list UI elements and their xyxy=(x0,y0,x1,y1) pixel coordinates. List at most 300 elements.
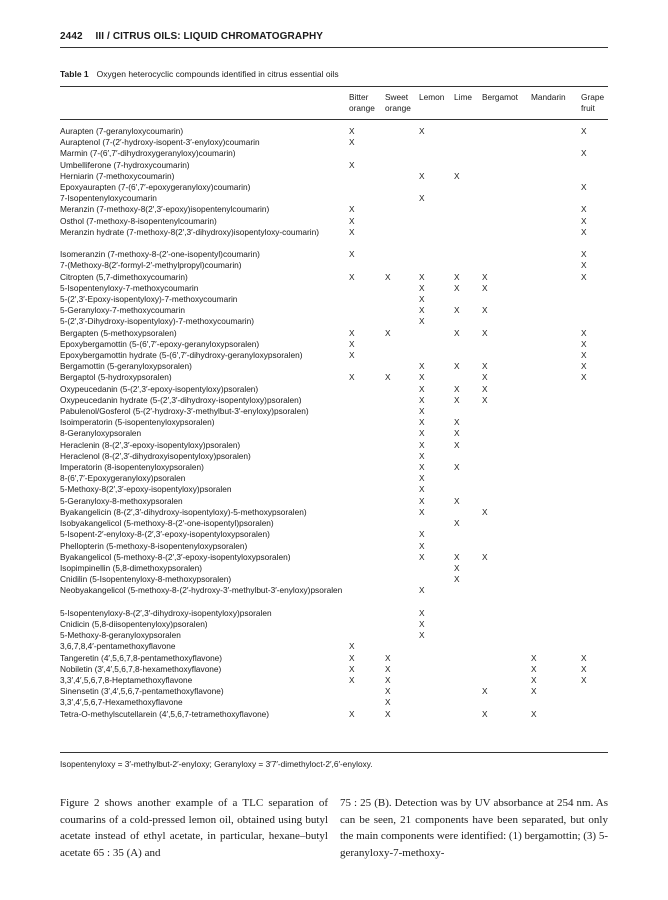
occurrence-mark xyxy=(531,227,581,249)
occurrence-mark xyxy=(419,227,454,249)
occurrence-mark xyxy=(482,171,531,182)
compound-name: Meranzin hydrate (7-methoxy-8(2′,3′-dihydroxy)isopentyloxy-coumarin) xyxy=(60,226,320,237)
occurrence-mark: X xyxy=(581,204,587,215)
occurrence-mark: X xyxy=(454,282,460,293)
occurrence-mark: X xyxy=(482,506,488,517)
occurrence-mark xyxy=(349,630,385,641)
occurrence-mark xyxy=(482,585,531,607)
occurrence-mark: X xyxy=(419,406,425,417)
compound-name: Osthol (7-methoxy-8-isopentenylcoumarin) xyxy=(60,215,217,226)
occurrence-mark xyxy=(581,585,611,607)
table-row xyxy=(60,641,611,652)
occurrence-mark xyxy=(482,216,531,227)
occurrence-mark: X xyxy=(419,540,425,551)
occurrence-mark: X xyxy=(419,529,425,540)
occurrence-mark xyxy=(531,451,581,462)
occurrence-mark: X xyxy=(419,495,425,506)
occurrence-mark xyxy=(482,518,531,529)
occurrence-mark: X xyxy=(454,305,460,316)
occurrence-mark xyxy=(581,574,611,585)
occurrence-mark xyxy=(531,328,581,339)
occurrence-mark xyxy=(454,137,482,148)
occurrence-mark: X xyxy=(581,350,587,361)
occurrence-mark xyxy=(454,148,482,159)
occurrence-mark xyxy=(531,272,581,283)
occurrence-mark xyxy=(482,193,531,204)
occurrence-mark xyxy=(482,148,531,159)
occurrence-mark xyxy=(482,406,531,417)
occurrence-mark xyxy=(419,182,454,193)
occurrence-mark xyxy=(419,697,454,708)
occurrence-mark: X xyxy=(581,126,587,136)
compound-name: Cnidilin (5-Isopentenyloxy-8-methoxypsoralen) xyxy=(60,574,232,585)
table-row xyxy=(60,541,611,552)
occurrence-mark xyxy=(531,148,581,159)
occurrence-mark xyxy=(581,552,611,563)
occurrence-mark xyxy=(385,260,419,271)
occurrence-mark: X xyxy=(454,327,460,338)
occurrence-mark xyxy=(385,630,419,641)
occurrence-mark: X xyxy=(349,663,355,674)
occurrence-mark xyxy=(454,294,482,305)
occurrence-mark: X xyxy=(419,439,425,450)
occurrence-mark xyxy=(385,294,419,305)
occurrence-mark xyxy=(531,395,581,406)
occurrence-mark: X xyxy=(581,148,587,159)
table-row xyxy=(60,305,611,316)
occurrence-mark xyxy=(385,361,419,372)
occurrence-mark xyxy=(385,529,419,540)
occurrence-mark: X xyxy=(385,652,391,663)
table-bottom-rule xyxy=(60,752,608,753)
occurrence-mark xyxy=(419,563,454,574)
occurrence-mark xyxy=(581,305,611,316)
occurrence-mark xyxy=(454,619,482,630)
occurrence-mark xyxy=(385,227,419,249)
occurrence-mark xyxy=(482,350,531,361)
compound-name: 5-Methoxy-8-geranyloxypsoralen xyxy=(60,630,181,641)
occurrence-mark xyxy=(349,384,385,395)
occurrence-mark: X xyxy=(419,394,425,405)
occurrence-mark: X xyxy=(419,294,425,305)
occurrence-mark: X xyxy=(349,674,355,685)
column-header xyxy=(581,92,604,114)
occurrence-mark xyxy=(531,260,581,271)
occurrence-mark xyxy=(531,294,581,305)
occurrence-mark: X xyxy=(531,652,537,663)
occurrence-mark xyxy=(531,428,581,439)
occurrence-mark: X xyxy=(419,305,425,316)
column-header-line1: Bitter xyxy=(349,92,369,102)
occurrence-mark: X xyxy=(581,226,587,237)
compound-name: Epoxyaurapten (7-(6′,7′-epoxygeranyloxy)coumarin) xyxy=(60,182,251,193)
occurrence-mark xyxy=(482,227,531,249)
occurrence-mark xyxy=(349,451,385,462)
occurrence-mark: X xyxy=(419,316,425,327)
occurrence-mark xyxy=(454,630,482,641)
occurrence-mark: X xyxy=(581,215,587,226)
table-row xyxy=(60,462,611,473)
occurrence-mark xyxy=(482,563,531,574)
occurrence-mark xyxy=(482,417,531,428)
compound-name: 5-(2′,3′-Dihydroxy-isopentyloxy)-7-methoxycoumarin) xyxy=(60,316,255,327)
occurrence-mark xyxy=(482,664,531,675)
compound-name: Heraclenol (8-(2′,3′-dihydroxyisopentyloxy)psoralen) xyxy=(60,450,251,461)
occurrence-mark: X xyxy=(419,428,425,439)
occurrence-mark xyxy=(349,541,385,552)
occurrence-mark: X xyxy=(581,249,587,260)
compound-name: Epoxybergamottin (5-(6′,7′-epoxy-geranyloxypsoralen) xyxy=(60,338,260,349)
occurrence-mark xyxy=(419,216,454,227)
compound-name: Isobyakangelicol (5-methoxy-8-(2′-one-isopentyl)psoralen) xyxy=(60,518,274,529)
occurrence-mark xyxy=(349,182,385,193)
occurrence-mark xyxy=(482,462,531,473)
occurrence-mark xyxy=(454,372,482,383)
occurrence-mark xyxy=(531,630,581,641)
occurrence-mark xyxy=(482,630,531,641)
occurrence-mark xyxy=(349,361,385,372)
occurrence-mark xyxy=(454,541,482,552)
compound-name: Herniarin (7-methoxycoumarin) xyxy=(60,170,175,181)
table-row xyxy=(60,686,611,697)
occurrence-mark xyxy=(349,686,385,697)
occurrence-mark: X xyxy=(531,674,537,685)
occurrence-mark: X xyxy=(482,282,488,293)
occurrence-mark xyxy=(349,608,385,619)
occurrence-mark xyxy=(419,204,454,215)
table-row xyxy=(60,160,611,171)
occurrence-mark: X xyxy=(349,126,355,136)
occurrence-mark xyxy=(419,653,454,664)
table-row xyxy=(60,529,611,540)
occurrence-mark xyxy=(531,608,581,619)
occurrence-mark xyxy=(454,653,482,664)
occurrence-mark xyxy=(454,339,482,350)
occurrence-mark xyxy=(454,507,482,518)
occurrence-mark xyxy=(581,608,611,619)
body-text-left-column xyxy=(60,795,328,861)
occurrence-mark xyxy=(349,440,385,451)
occurrence-mark: X xyxy=(349,215,355,226)
table-row xyxy=(60,473,611,484)
occurrence-mark xyxy=(581,384,611,395)
compound-name: 8-Geranyloxypsoralen xyxy=(60,428,142,439)
occurrence-mark xyxy=(385,462,419,473)
occurrence-mark xyxy=(581,406,611,417)
occurrence-mark: X xyxy=(419,271,425,282)
occurrence-mark xyxy=(419,350,454,361)
occurrence-mark xyxy=(349,697,385,708)
occurrence-mark xyxy=(482,619,531,630)
occurrence-mark xyxy=(531,361,581,372)
compound-name: Epoxybergamottin hydrate (5-(6′,7′-dihydroxy-geranyloxypsoralen) xyxy=(60,350,303,361)
occurrence-mark xyxy=(349,193,385,204)
occurrence-mark: X xyxy=(482,305,488,316)
header-rule xyxy=(60,47,608,48)
occurrence-mark: X xyxy=(454,462,460,473)
table-row xyxy=(60,709,611,720)
table-row xyxy=(60,484,611,495)
occurrence-mark xyxy=(531,507,581,518)
occurrence-mark xyxy=(531,339,581,350)
compound-table xyxy=(60,126,611,720)
occurrence-mark xyxy=(385,473,419,484)
occurrence-mark xyxy=(581,563,611,574)
occurrence-mark xyxy=(454,709,482,720)
occurrence-mark xyxy=(349,484,385,495)
occurrence-mark xyxy=(482,126,531,137)
occurrence-mark xyxy=(349,148,385,159)
table-row xyxy=(60,148,611,159)
occurrence-mark xyxy=(454,316,482,327)
table-row xyxy=(60,350,611,361)
table-row xyxy=(60,675,611,686)
occurrence-mark: X xyxy=(581,327,587,338)
occurrence-mark xyxy=(349,552,385,563)
occurrence-mark xyxy=(454,664,482,675)
occurrence-mark xyxy=(581,529,611,540)
occurrence-mark xyxy=(349,529,385,540)
table-row xyxy=(60,171,611,182)
occurrence-mark xyxy=(419,664,454,675)
occurrence-mark: X xyxy=(419,383,425,394)
occurrence-mark xyxy=(454,216,482,227)
occurrence-mark: X xyxy=(419,607,425,618)
occurrence-mark: X xyxy=(454,170,460,181)
occurrence-mark: X xyxy=(482,271,488,282)
occurrence-mark: X xyxy=(581,338,587,349)
occurrence-mark xyxy=(454,126,482,137)
occurrence-mark xyxy=(531,182,581,193)
occurrence-mark xyxy=(349,283,385,294)
occurrence-mark xyxy=(531,126,581,137)
table-footnote: Isopentenyloxy = 3′-methylbut-2′-enyloxy; Geranyloxy = 3′7′-dimethyloct-2′,6′-enyloxy. xyxy=(60,759,373,769)
compound-name: Bergapten (5-methoxypsoralen) xyxy=(60,327,177,338)
occurrence-mark xyxy=(454,484,482,495)
occurrence-mark xyxy=(531,283,581,294)
table-row xyxy=(60,216,611,227)
table-row xyxy=(60,440,611,451)
table-row xyxy=(60,653,611,664)
occurrence-mark xyxy=(349,473,385,484)
occurrence-mark xyxy=(531,541,581,552)
occurrence-mark xyxy=(581,686,611,697)
occurrence-mark xyxy=(482,249,531,260)
occurrence-mark xyxy=(531,384,581,395)
occurrence-mark: X xyxy=(349,708,355,719)
compound-name: 7-Isopentenyloxycoumarin xyxy=(60,193,157,204)
occurrence-mark xyxy=(385,137,419,148)
table-title: Oxygen heterocyclic compounds identified in citrus essential oils xyxy=(96,69,339,79)
occurrence-mark xyxy=(581,496,611,507)
compound-name: Oxypeucedanin hydrate (5-(2′,3′-dihydroxy-isopentyloxy)psoralen) xyxy=(60,394,302,405)
occurrence-mark xyxy=(349,316,385,327)
occurrence-mark xyxy=(419,260,454,271)
occurrence-mark xyxy=(581,294,611,305)
occurrence-mark: X xyxy=(349,249,355,260)
compound-name: 5-(2′,3′-Epoxy-isopentyloxy)-7-methoxycoumarin xyxy=(60,294,238,305)
occurrence-mark xyxy=(349,496,385,507)
occurrence-mark: X xyxy=(454,361,460,372)
compound-name: 5-Isopent-2′-enyloxy-8-(2′,3′-epoxy-isopentyloxypsoralen) xyxy=(60,529,270,540)
occurrence-mark xyxy=(349,305,385,316)
occurrence-mark xyxy=(349,260,385,271)
occurrence-mark xyxy=(531,193,581,204)
table-row xyxy=(60,193,611,204)
occurrence-mark: X xyxy=(419,170,425,181)
occurrence-mark xyxy=(581,160,611,171)
page-number: 2442 xyxy=(60,31,83,42)
occurrence-mark xyxy=(531,697,581,708)
occurrence-mark xyxy=(349,462,385,473)
compound-name: Oxypeucedanin (5-(2′,3′-epoxy-isopentyloxy)psoralen) xyxy=(60,383,259,394)
occurrence-mark xyxy=(531,619,581,630)
occurrence-mark: X xyxy=(454,394,460,405)
occurrence-mark xyxy=(419,709,454,720)
occurrence-mark xyxy=(385,417,419,428)
occurrence-mark xyxy=(385,126,419,137)
compound-name: Tangeretin (4′,5,6,7,8-pentamethoxyflavone) xyxy=(60,652,223,663)
occurrence-mark xyxy=(385,428,419,439)
occurrence-mark xyxy=(531,171,581,182)
occurrence-mark xyxy=(482,608,531,619)
table-row xyxy=(60,361,611,372)
occurrence-mark xyxy=(385,451,419,462)
occurrence-mark xyxy=(454,350,482,361)
table-row xyxy=(60,395,611,406)
compound-name: 7-(Methoxy-8(2′-formyl-2′-methylpropyl)coumarin) xyxy=(60,260,242,271)
occurrence-mark xyxy=(419,160,454,171)
compound-name: 3,3′,4′,5,6,7,8-Heptamethoxyflavone xyxy=(60,674,193,685)
compound-name: Isomeranzin (7-methoxy-8-(2′-one-isopentyl)coumarin) xyxy=(60,249,260,260)
table-row xyxy=(60,406,611,417)
occurrence-mark xyxy=(385,283,419,294)
occurrence-mark xyxy=(385,160,419,171)
compound-name: Marmin (7-(6′,7′-dihydroxygeranyloxy)coumarin) xyxy=(60,148,236,159)
occurrence-mark: X xyxy=(419,506,425,517)
occurrence-mark xyxy=(349,171,385,182)
occurrence-mark xyxy=(385,316,419,327)
occurrence-mark xyxy=(349,619,385,630)
table-row xyxy=(60,552,611,563)
compound-name: Sinensetin (3′,4′,5,6,7-pentamethoxyflavone) xyxy=(60,686,224,697)
occurrence-mark xyxy=(349,294,385,305)
occurrence-mark xyxy=(349,507,385,518)
occurrence-mark xyxy=(349,585,385,607)
occurrence-mark: X xyxy=(581,674,587,685)
occurrence-mark: X xyxy=(581,260,587,271)
occurrence-mark xyxy=(419,686,454,697)
compound-name: Neobyakangelicol (5-methoxy-8-(2′-hydroxy-3′-methylbut-3′-enyloxy)psoralen xyxy=(60,585,343,596)
occurrence-mark: X xyxy=(482,708,488,719)
occurrence-mark xyxy=(581,171,611,182)
occurrence-mark xyxy=(482,451,531,462)
occurrence-mark xyxy=(581,440,611,451)
table-row xyxy=(60,249,611,260)
occurrence-mark: X xyxy=(349,327,355,338)
occurrence-mark xyxy=(581,641,611,652)
table-row xyxy=(60,417,611,428)
occurrence-mark: X xyxy=(419,462,425,473)
occurrence-mark xyxy=(349,428,385,439)
occurrence-mark xyxy=(454,641,482,652)
occurrence-mark xyxy=(349,563,385,574)
column-header-line1: Lime xyxy=(454,92,472,102)
occurrence-mark: X xyxy=(581,652,587,663)
occurrence-mark xyxy=(385,171,419,182)
occurrence-mark xyxy=(454,160,482,171)
occurrence-mark xyxy=(385,507,419,518)
occurrence-mark xyxy=(454,697,482,708)
compound-name: Byakangelicin (8-(2′,3′-dihydroxy-isopentyloxy)-5-methoxypsoralen) xyxy=(60,506,307,517)
occurrence-mark xyxy=(482,294,531,305)
occurrence-mark: X xyxy=(482,383,488,394)
table-row xyxy=(60,384,611,395)
occurrence-mark xyxy=(385,608,419,619)
occurrence-mark xyxy=(531,372,581,383)
occurrence-mark: X xyxy=(419,417,425,428)
occurrence-mark xyxy=(385,563,419,574)
occurrence-mark xyxy=(482,137,531,148)
occurrence-mark xyxy=(482,440,531,451)
occurrence-mark xyxy=(482,529,531,540)
occurrence-mark xyxy=(454,608,482,619)
compound-name: 5-Isopentenyloxy-8-(2′,3′-dihydroxy-isopentyloxy)psoralen xyxy=(60,607,272,618)
occurrence-mark xyxy=(419,339,454,350)
occurrence-mark: X xyxy=(419,193,425,204)
occurrence-mark: X xyxy=(385,697,391,708)
table-header-rule xyxy=(60,119,608,120)
occurrence-mark xyxy=(419,641,454,652)
occurrence-mark xyxy=(581,630,611,641)
column-header-line2: fruit xyxy=(581,103,595,113)
table-row xyxy=(60,574,611,585)
occurrence-mark xyxy=(385,518,419,529)
occurrence-mark xyxy=(349,574,385,585)
table-row xyxy=(60,608,611,619)
occurrence-mark xyxy=(531,462,581,473)
occurrence-mark xyxy=(482,641,531,652)
occurrence-mark xyxy=(482,541,531,552)
table-row xyxy=(60,260,611,271)
column-header-line1: Sweet xyxy=(385,92,409,102)
compound-name: Heraclenin (8-(2′,3′-epoxy-isopentyloxy)psoralen) xyxy=(60,439,241,450)
table-row xyxy=(60,204,611,215)
column-header-line1: Bergamot xyxy=(482,92,518,102)
table-row xyxy=(60,518,611,529)
occurrence-mark xyxy=(454,451,482,462)
occurrence-mark xyxy=(349,395,385,406)
occurrence-mark: X xyxy=(419,473,425,484)
table-row xyxy=(60,507,611,518)
occurrence-mark xyxy=(581,619,611,630)
occurrence-mark: X xyxy=(419,618,425,629)
occurrence-mark: X xyxy=(454,428,460,439)
compound-name: 3,3′,4′,5,6,7-Hexamethoxyflavone xyxy=(60,697,183,708)
occurrence-mark: X xyxy=(482,327,488,338)
occurrence-mark: X xyxy=(531,663,537,674)
table-row xyxy=(60,339,611,350)
occurrence-mark xyxy=(581,193,611,204)
occurrence-mark xyxy=(482,204,531,215)
compound-name: Aurapten (7-geranyloxycoumarin) xyxy=(60,126,184,136)
occurrence-mark: X xyxy=(419,372,425,383)
occurrence-mark xyxy=(581,395,611,406)
occurrence-mark xyxy=(531,641,581,652)
occurrence-mark: X xyxy=(581,271,587,282)
table-caption xyxy=(60,69,339,79)
occurrence-mark xyxy=(385,406,419,417)
